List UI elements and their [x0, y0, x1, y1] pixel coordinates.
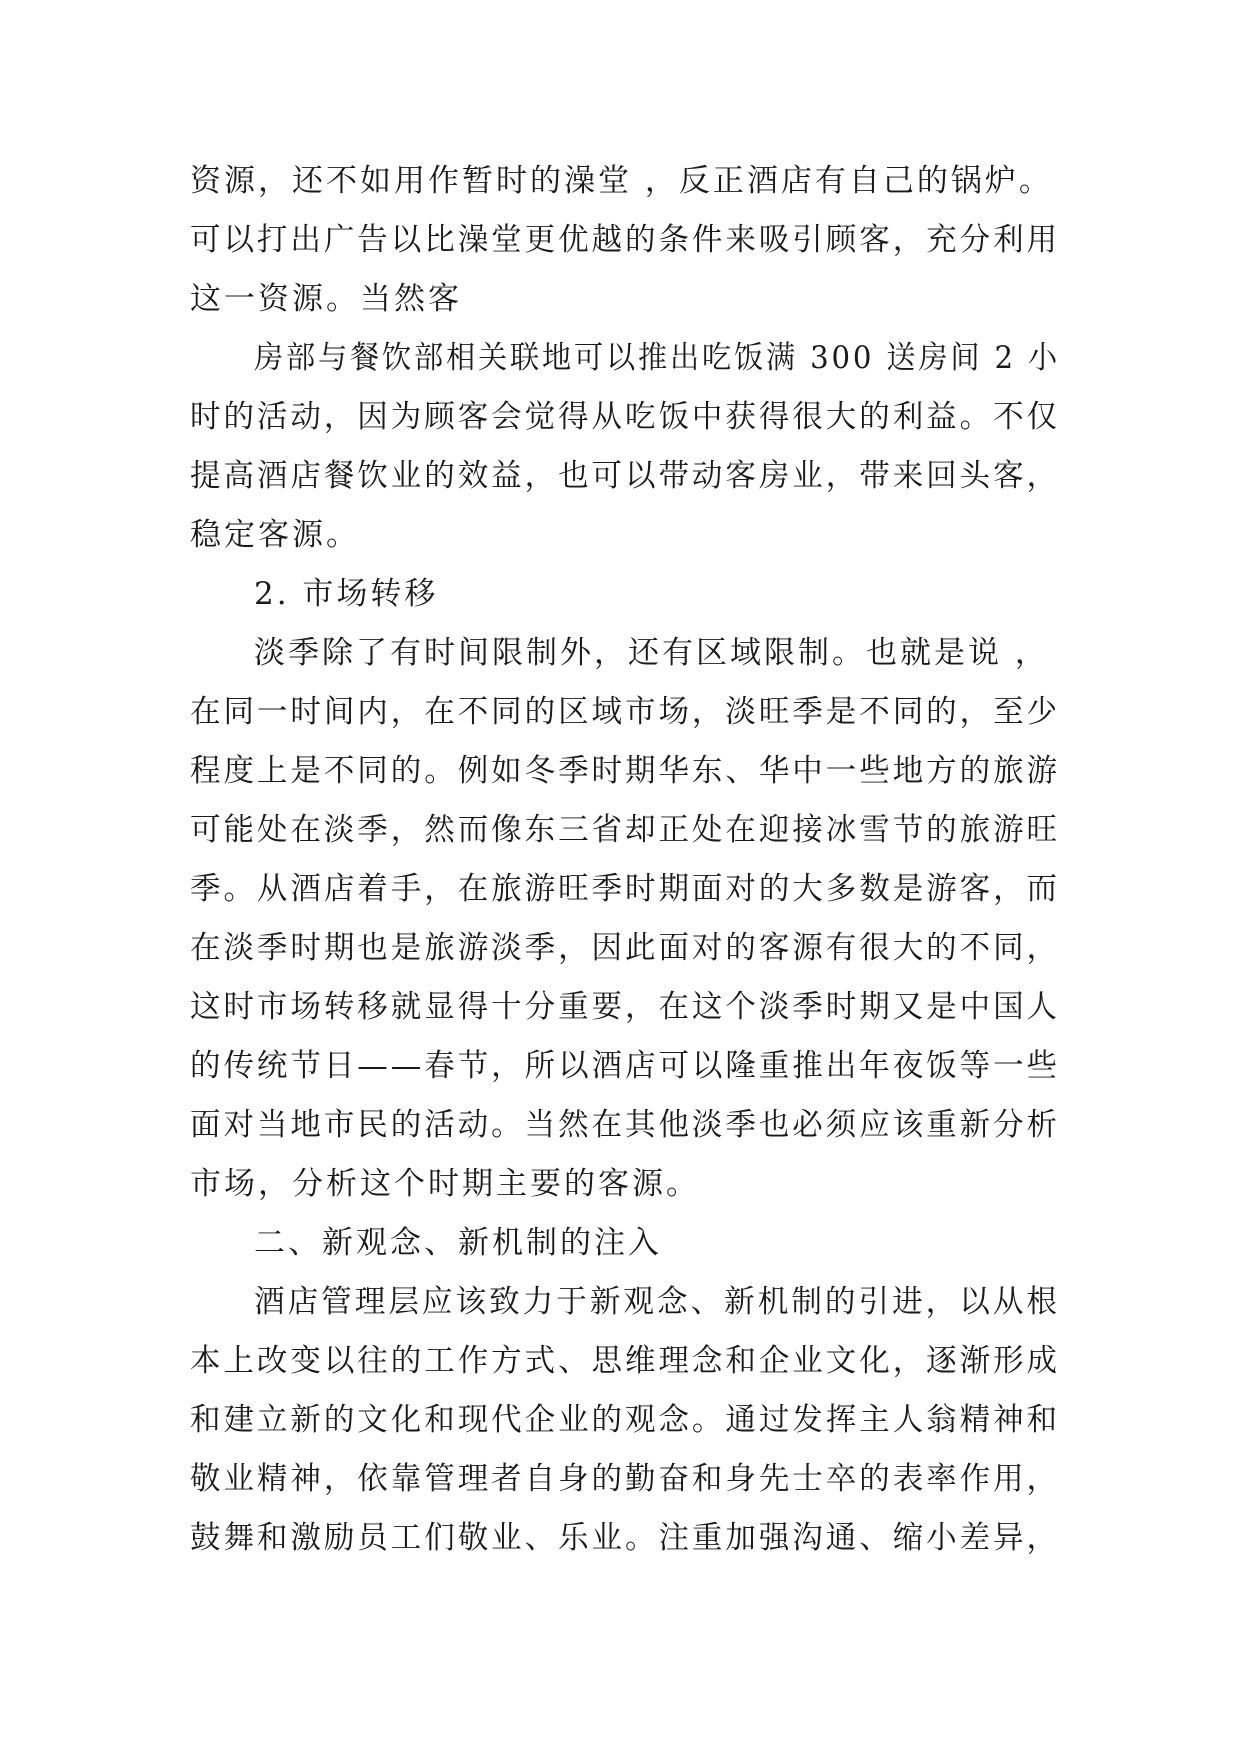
text-line: 鼓舞和激励员工们敬业、乐业。注重加强沟通、缩小差异， [190, 1520, 1060, 1556]
text-line: 稳定客源。 [190, 517, 360, 553]
text-line: 可能处在淡季，然而像东三省却正处在迎接冰雪节的旅游旺 [190, 812, 1060, 848]
text-line: 和建立新的文化和现代企业的观念。通过发挥主人翁精神和 [190, 1402, 1060, 1438]
document-body [190, 152, 1060, 1568]
text-line: 酒店管理层应该致力于新观念、新机制的引进，以从根 [254, 1284, 1060, 1320]
text-line: 在淡季时期也是旅游淡季，因此面对的客源有很大的不同， [190, 930, 1060, 966]
text-line: 房部与餐饮部相关联地可以推出吃饭满 300 送房间 2 小 [254, 340, 1060, 376]
text-line: 可以打出广告以比澡堂更优越的条件来吸引顾客，充分利用 [190, 222, 1060, 258]
text-line: 在同一时间内，在不同的区域市场，淡旺季是不同的，至少 [190, 694, 1060, 730]
text-line: 本上改变以往的工作方式、思维理念和企业文化，逐渐形成 [190, 1343, 1060, 1379]
text-line: 这一资源。当然客 [190, 281, 462, 317]
text-line: 提高酒店餐饮业的效益，也可以带动客房业，带来回头客， [190, 458, 1060, 494]
text-line: 时的活动，因为顾客会觉得从吃饭中获得很大的利益。不仅 [190, 399, 1060, 435]
text-line: 二、新观念、新机制的注入 [254, 1225, 662, 1261]
text-line: 市场，分析这个时期主要的客源。 [190, 1166, 700, 1202]
text-line: 敬业精神，依靠管理者自身的勤奋和身先士卒的表率作用， [190, 1461, 1060, 1497]
text-line: 的传统节日——春节，所以酒店可以隆重推出年夜饭等一些 [190, 1048, 1060, 1084]
text-line: 面对当地市民的活动。当然在其他淡季也必须应该重新分析 [190, 1107, 1060, 1143]
text-line: 2. 市场转移 [254, 576, 439, 612]
text-line: 季。从酒店着手，在旅游旺季时期面对的大多数是游客，而 [190, 871, 1060, 907]
text-line: 淡季除了有时间限制外，还有区域限制。也就是说 ， [254, 635, 1049, 671]
text-line: 这时市场转移就显得十分重要，在这个淡季时期又是中国人 [190, 989, 1060, 1025]
text-line: 程度上是不同的。例如冬季时期华东、华中一些地方的旅游 [190, 753, 1060, 789]
text-line: 资源，还不如用作暂时的澡堂 ，反正酒店有自己的锅炉。 [190, 163, 1053, 199]
